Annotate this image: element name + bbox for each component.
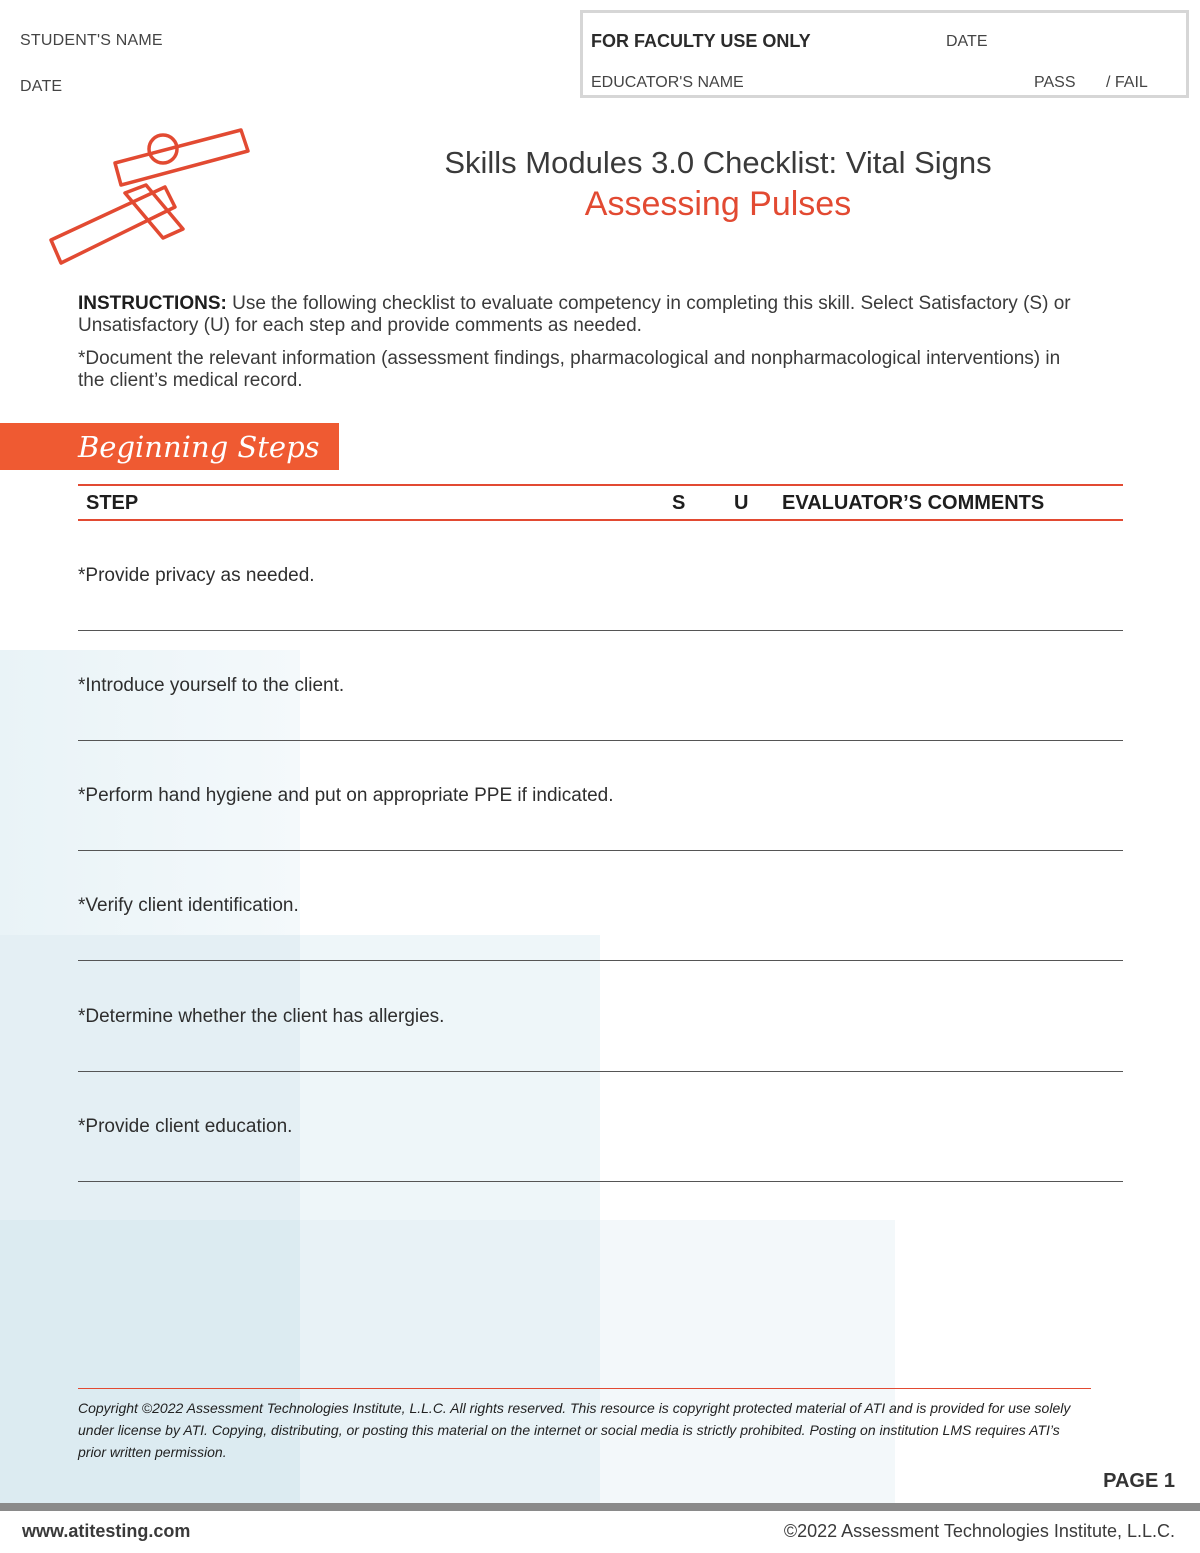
column-s: S [672,492,686,514]
table-row [78,851,1123,961]
step-text: *Introduce yourself to the client. [78,675,345,696]
page-number: PAGE 1 [1103,1470,1175,1492]
instructions-text: Use the following checklist to evaluate competency in completing this skill. Select Satisfactory (S) or Unsatisfactory (U) for each step and provide comments as needed. [78,293,1071,336]
table-row [78,1072,1123,1182]
table-row [78,631,1123,741]
table-row [78,962,1123,1072]
footer-url-link[interactable]: www.atitesting.com [22,1521,191,1541]
step-text: *Verify client identification. [78,895,299,916]
column-u: U [734,492,749,514]
column-comments: EVALUATOR’S COMMENTS [782,492,1045,514]
ati-figure-logo-icon [45,125,255,270]
table-row [78,521,1123,631]
footer-divider [0,1503,1200,1511]
student-name-label: STUDENT'S NAME [20,32,163,49]
student-date-label: DATE [20,78,63,95]
faculty-box [580,10,1189,98]
section-header [0,423,339,470]
copyright-notice: Copyright ©2022 Assessment Technologies Institute, L.L.C. All rights reserved. This resource is copyright protected material of ATI and is provided for use solely under license by ATI. Copying, distributing, or posting this material on the internet or social media is strictly prohibited. Posting on institution LMS requires ATI’s prior written permission. [78,1388,1091,1463]
column-step: STEP [86,492,139,514]
faculty-title: FOR FACULTY USE ONLY [591,31,811,51]
step-text: *Provide privacy as needed. [78,565,315,586]
educator-name-label: EDUCATOR'S NAME [591,74,744,91]
footer-company: ©2022 Assessment Technologies Institute, L.L.C. [783,1521,1175,1541]
instructions-note: *Document the relevant information (assessment findings, pharmacological and nonpharmacological interventions) in the client’s medical record. [78,348,1061,391]
page-title: Skills Modules 3.0 Checklist: Vital Signs [444,145,992,180]
faculty-date-label: DATE [946,33,988,50]
step-text: *Provide client education. [78,1116,293,1137]
instructions-lead: INSTRUCTIONS: [78,293,227,314]
step-text: *Determine whether the client has allergies. [78,1006,445,1027]
instructions [78,293,1078,337]
pass-label: PASS [1034,74,1076,91]
fail-label: / FAIL [1106,74,1148,91]
page-subtitle: Assessing Pulses [584,185,852,223]
table-row [78,741,1123,851]
section-title: Beginning Steps [78,430,320,464]
table-header [78,484,1123,521]
step-text: *Perform hand hygiene and put on appropriate PPE if indicated. [78,785,614,806]
